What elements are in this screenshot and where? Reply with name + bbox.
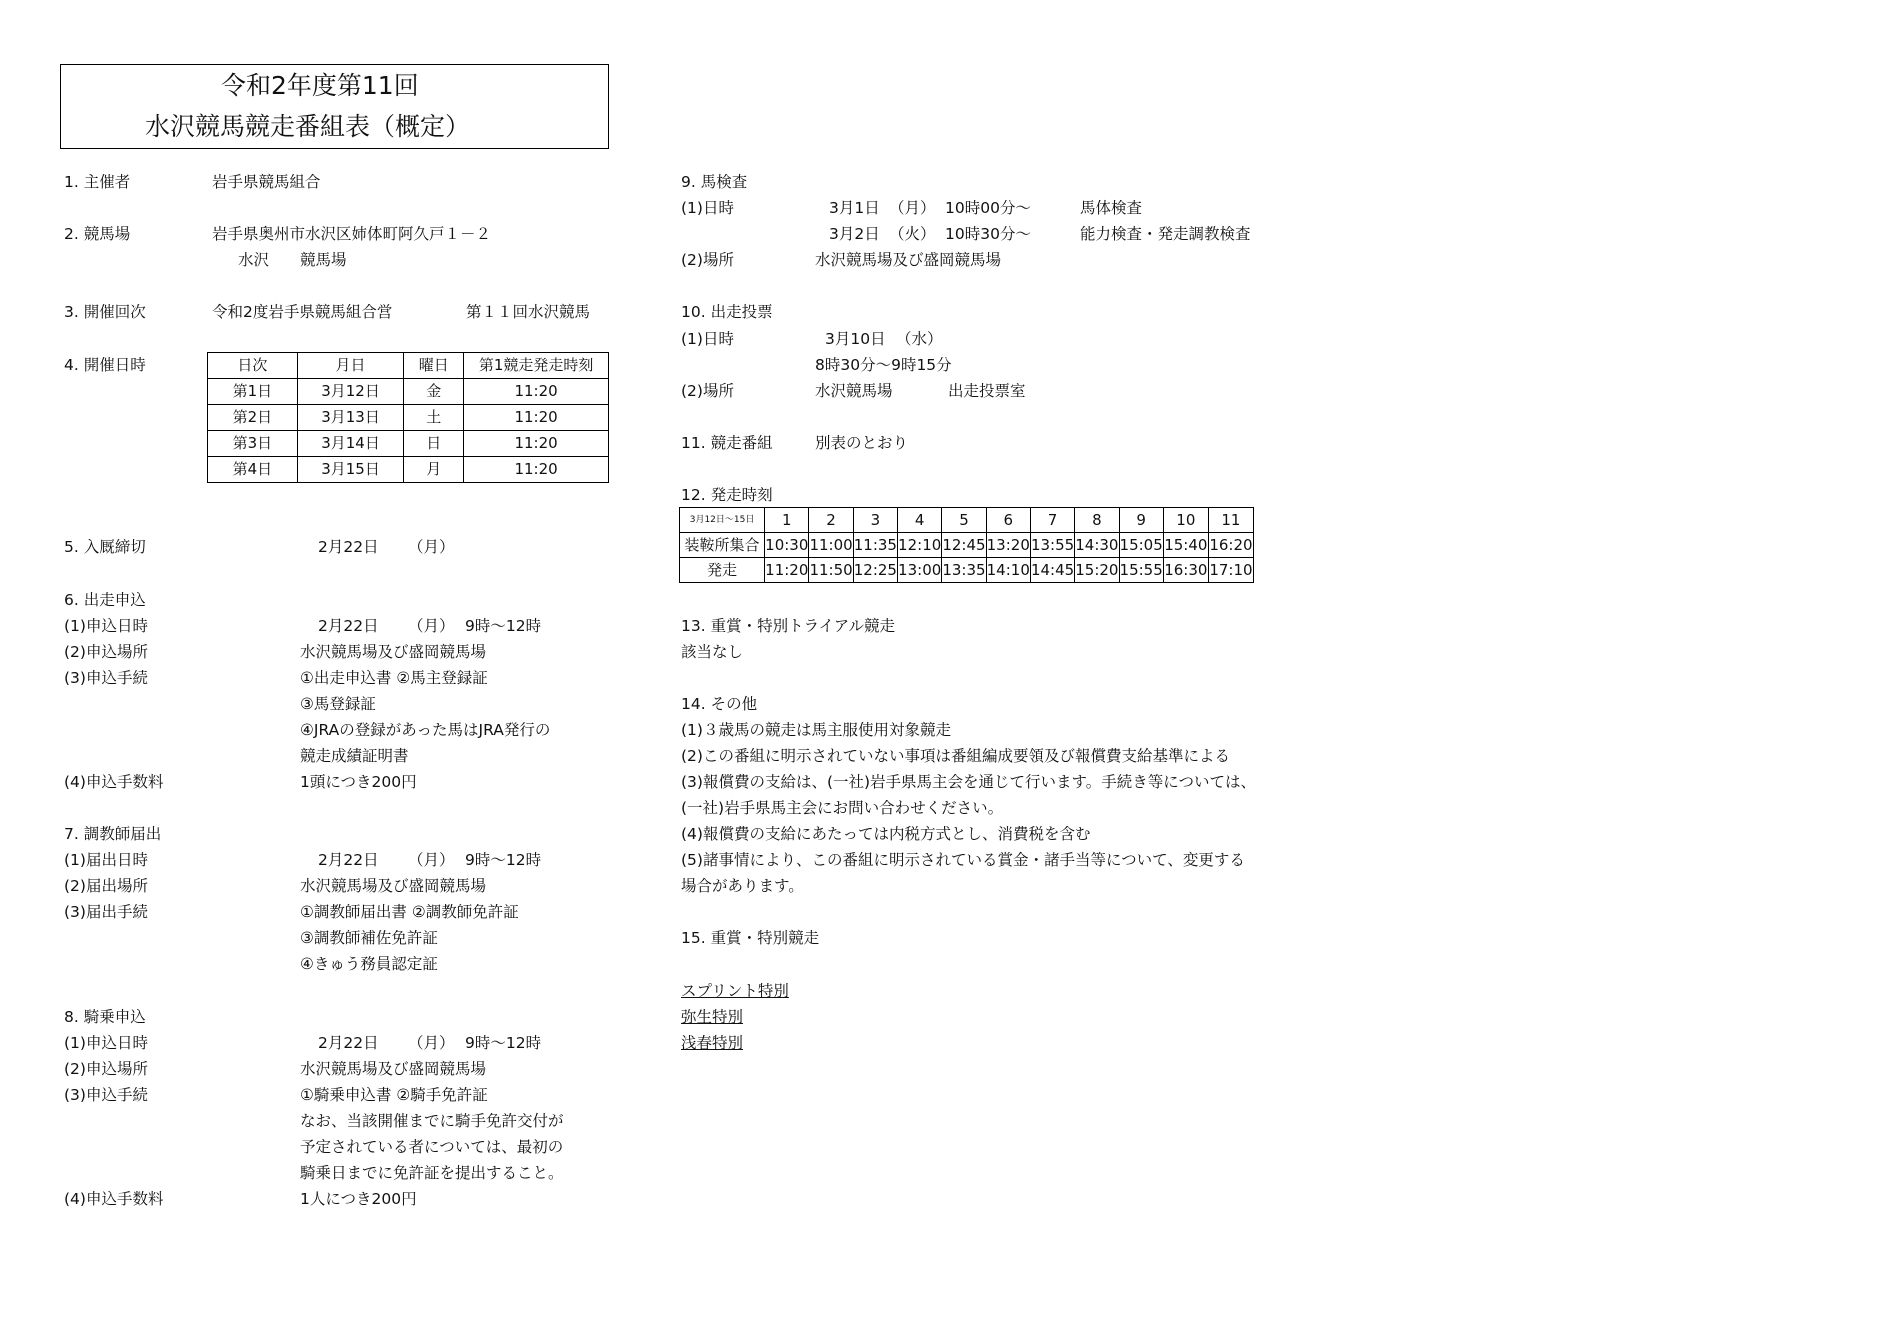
- s9-place-label: (2)場所: [681, 251, 734, 269]
- s14-line-5: (4)報償費の支給にあたっては内税方式とし、消費税を含む: [681, 825, 1091, 843]
- schedule-cell: 11:20: [464, 431, 609, 457]
- schedule-header-row: [208, 353, 609, 379]
- s6-place: 水沢競馬場及び盛岡競馬場: [300, 643, 487, 661]
- s9-heading: 9. 馬検査: [681, 173, 748, 191]
- s3-heading: 3. 開催回次: [64, 303, 146, 321]
- s14-line-2: (2)この番組に明示されていない事項は番組編成要領及び報償費支給基準による: [681, 747, 1230, 765]
- s2-value-1: 岩手県奥州市水沢区姉体町阿久戸１－２: [212, 225, 492, 243]
- s8-fee-label: (4)申込手数料: [64, 1190, 164, 1208]
- time-cell: 15:55: [1119, 558, 1163, 583]
- time-cell: 13:55: [1030, 533, 1074, 558]
- s9-date-2: 3月2日: [829, 225, 880, 243]
- race-number: 4: [898, 508, 942, 533]
- schedule-table: [207, 352, 609, 483]
- time-cell: 13:00: [898, 558, 942, 583]
- time-cell: 14:45: [1030, 558, 1074, 583]
- s7-date-label: (1)届出日時: [64, 851, 148, 869]
- race-number: 2: [809, 508, 853, 533]
- s10-room: 出走投票室: [948, 382, 1026, 400]
- schedule-cell: 3月15日: [297, 457, 404, 483]
- title-box: [60, 64, 609, 149]
- s9-date-1: 3月1日: [829, 199, 880, 217]
- s9-weekday-1: （月）: [889, 199, 936, 217]
- s14-line-4: (一社)岩手県馬主会にお問い合わせください。: [681, 799, 1004, 817]
- table-row: [208, 457, 609, 483]
- time-cell: 16:20: [1208, 533, 1253, 558]
- race-number: 10: [1163, 508, 1208, 533]
- schedule-cell: 11:20: [464, 457, 609, 483]
- schedule-cell: 11:20: [464, 379, 609, 405]
- special-race-name[interactable]: 浅春特別: [681, 1034, 744, 1052]
- time-cell: 11:00: [809, 533, 853, 558]
- schedule-cell: 11:20: [464, 405, 609, 431]
- s8-date: 2月22日: [318, 1034, 379, 1052]
- time-cell: 10:30: [765, 533, 809, 558]
- s8-date-label: (1)申込日時: [64, 1034, 148, 1052]
- s10-heading: 10. 出走投票: [681, 303, 773, 321]
- special-race-link[interactable]: [681, 1033, 743, 1053]
- s11-heading: 11. 競走番組: [681, 434, 773, 452]
- s8-proc-1: ①騎乗申込書 ②騎手免許証: [300, 1086, 488, 1104]
- s8-proc-2: なお、当該開催までに騎手免許交付が: [300, 1112, 564, 1130]
- schedule-cell: 第3日: [208, 431, 298, 457]
- s9-time-1: 10時00分～: [945, 199, 1031, 217]
- s9-desc-2: 能力検査・発走調教検査: [1080, 225, 1251, 243]
- s5-date: 2月22日: [318, 538, 379, 556]
- schedule-col-start-time: 第1競走発走時刻: [464, 353, 609, 379]
- s6-place-label: (2)申込場所: [64, 643, 148, 661]
- s9-place: 水沢競馬場及び盛岡競馬場: [815, 251, 1002, 269]
- time-cell: 14:30: [1075, 533, 1119, 558]
- race-number: 5: [942, 508, 986, 533]
- s9-weekday-2: （火）: [889, 225, 936, 243]
- s10-weekday: （水）: [896, 330, 943, 348]
- time-cell: 12:10: [898, 533, 942, 558]
- start-time-corner: 3月12日～15日: [680, 508, 765, 533]
- s7-weekday: （月）: [408, 851, 455, 869]
- s7-time: 9時～12時: [465, 851, 542, 869]
- s8-proc-label: (3)申込手続: [64, 1086, 148, 1104]
- s8-place-label: (2)申込場所: [64, 1060, 148, 1078]
- s6-date: 2月22日: [318, 617, 379, 635]
- table-row: [208, 405, 609, 431]
- table-row: [208, 379, 609, 405]
- s3-value-2: 第１１回水沢競馬: [466, 303, 591, 321]
- schedule-col-weekday: 曜日: [404, 353, 464, 379]
- s10-place: 水沢競馬場: [815, 382, 893, 400]
- s7-place: 水沢競馬場及び盛岡競馬場: [300, 877, 487, 895]
- s6-proc-3: ④JRAの登録があった馬はJRA発行の: [300, 721, 551, 739]
- s8-heading: 8. 騎乗申込: [64, 1008, 146, 1026]
- s14-line-1: (1)３歳馬の競走は馬主服使用対象競走: [681, 721, 951, 739]
- s9-time-2: 10時30分～: [945, 225, 1031, 243]
- time-cell: 15:20: [1075, 558, 1119, 583]
- s8-proc-3: 予定されている者については、最初の: [300, 1138, 564, 1156]
- s6-proc-2: ③馬登録証: [300, 695, 376, 713]
- time-cell: 11:50: [809, 558, 853, 583]
- race-number: 8: [1075, 508, 1119, 533]
- schedule-cell: 日: [404, 431, 464, 457]
- special-race-link[interactable]: [681, 1007, 743, 1027]
- s14-heading: 14. その他: [681, 695, 758, 713]
- title-line-1: 令和2年度第11回: [221, 71, 419, 100]
- time-cell: 15:40: [1163, 533, 1208, 558]
- s7-date: 2月22日: [318, 851, 379, 869]
- s6-fee-label: (4)申込手数料: [64, 773, 164, 791]
- s2-heading: 2. 競馬場: [64, 225, 131, 243]
- special-race-name[interactable]: 弥生特別: [681, 1008, 744, 1026]
- s8-time: 9時～12時: [465, 1034, 542, 1052]
- s7-proc-3: ④きゅう務員認定証: [300, 955, 438, 973]
- s10-date: 3月10日: [825, 330, 886, 348]
- race-number: 3: [853, 508, 897, 533]
- schedule-cell: 3月14日: [297, 431, 404, 457]
- s13-heading: 13. 重賞・特別トライアル競走: [681, 617, 896, 635]
- row-label-start: 発走: [680, 558, 765, 583]
- s6-proc-4: 競走成績証明書: [300, 747, 409, 765]
- schedule-cell: 土: [404, 405, 464, 431]
- s1-value: 岩手県競馬組合: [212, 173, 321, 191]
- time-cell: 16:30: [1163, 558, 1208, 583]
- schedule-cell: 3月12日: [297, 379, 404, 405]
- s7-proc-label: (3)届出手続: [64, 903, 148, 921]
- s14-line-3: (3)報償費の支給は、(一社)岩手県馬主会を通じて行います。手続き等については、: [681, 773, 1257, 791]
- s6-time: 9時～12時: [465, 617, 542, 635]
- schedule-cell: 金: [404, 379, 464, 405]
- s6-heading: 6. 出走申込: [64, 591, 146, 609]
- s9-date-label: (1)日時: [681, 199, 734, 217]
- time-cell: 13:35: [942, 558, 986, 583]
- special-race-link[interactable]: [681, 981, 789, 1001]
- time-cell: 14:10: [986, 558, 1030, 583]
- table-row: [208, 431, 609, 457]
- row-label-saddling: 装鞍所集合: [680, 533, 765, 558]
- s10-date-label: (1)日時: [681, 330, 734, 348]
- table-row: [680, 533, 1254, 558]
- time-cell: 15:05: [1119, 533, 1163, 558]
- race-number: 7: [1030, 508, 1074, 533]
- s10-place-label: (2)場所: [681, 382, 734, 400]
- title-line-2: 水沢競馬競走番組表（概定）: [145, 112, 471, 141]
- s5-heading: 5. 入厩締切: [64, 538, 146, 556]
- time-cell: 17:10: [1208, 558, 1253, 583]
- schedule-col-day: 日次: [208, 353, 298, 379]
- table-row: [680, 558, 1254, 583]
- race-number: 1: [765, 508, 809, 533]
- s6-weekday: （月）: [408, 617, 455, 635]
- s8-proc-4: 騎乗日までに免許証を提出すること。: [300, 1164, 564, 1182]
- start-time-table: [679, 507, 1254, 583]
- s10-time: 8時30分～9時15分: [815, 356, 952, 374]
- s6-fee: 1頭につき200円: [300, 773, 417, 791]
- s1-heading: 1. 主催者: [64, 173, 131, 191]
- s8-weekday: （月）: [408, 1034, 455, 1052]
- schedule-cell: 第1日: [208, 379, 298, 405]
- s7-heading: 7. 調教師届出: [64, 825, 162, 843]
- s14-line-6: (5)諸事情により、この番組に明示されている賞金・諸手当等について、変更する: [681, 851, 1245, 869]
- s5-weekday: （月）: [408, 538, 455, 556]
- schedule-cell: 第4日: [208, 457, 298, 483]
- s3-value-1: 令和2度岩手県競馬組合営: [212, 303, 393, 321]
- time-cell: 12:45: [942, 533, 986, 558]
- s8-place: 水沢競馬場及び盛岡競馬場: [300, 1060, 487, 1078]
- race-number: 6: [986, 508, 1030, 533]
- time-cell: 11:35: [853, 533, 897, 558]
- schedule-cell: 第2日: [208, 405, 298, 431]
- race-number: 9: [1119, 508, 1163, 533]
- time-cell: 12:25: [853, 558, 897, 583]
- s2-value-2: 水沢 競馬場: [238, 251, 347, 269]
- s7-proc-2: ③調教師補佐免許証: [300, 929, 438, 947]
- s14-line-7: 場合があります。: [681, 877, 804, 895]
- s11-value: 別表のとおり: [815, 434, 909, 452]
- s6-date-label: (1)申込日時: [64, 617, 148, 635]
- s15-heading: 15. 重賞・特別競走: [681, 929, 820, 947]
- s13-value: 該当なし: [681, 643, 744, 661]
- s6-proc-1: ①出走申込書 ②馬主登録証: [300, 669, 488, 687]
- schedule-cell: 月: [404, 457, 464, 483]
- start-time-header-row: [680, 508, 1254, 533]
- s6-proc-label: (3)申込手続: [64, 669, 148, 687]
- schedule-col-date: 月日: [297, 353, 404, 379]
- s7-proc-1: ①調教師届出書 ②調教師免許証: [300, 903, 519, 921]
- special-race-name[interactable]: スプリント特別: [681, 982, 789, 1000]
- s4-heading: 4. 開催日時: [64, 356, 146, 374]
- s12-heading: 12. 発走時刻: [681, 486, 773, 504]
- s7-place-label: (2)届出場所: [64, 877, 148, 895]
- race-number: 11: [1208, 508, 1253, 533]
- schedule-cell: 3月13日: [297, 405, 404, 431]
- time-cell: 11:20: [765, 558, 809, 583]
- time-cell: 13:20: [986, 533, 1030, 558]
- s8-fee: 1人につき200円: [300, 1190, 417, 1208]
- s9-desc-1: 馬体検査: [1080, 199, 1143, 217]
